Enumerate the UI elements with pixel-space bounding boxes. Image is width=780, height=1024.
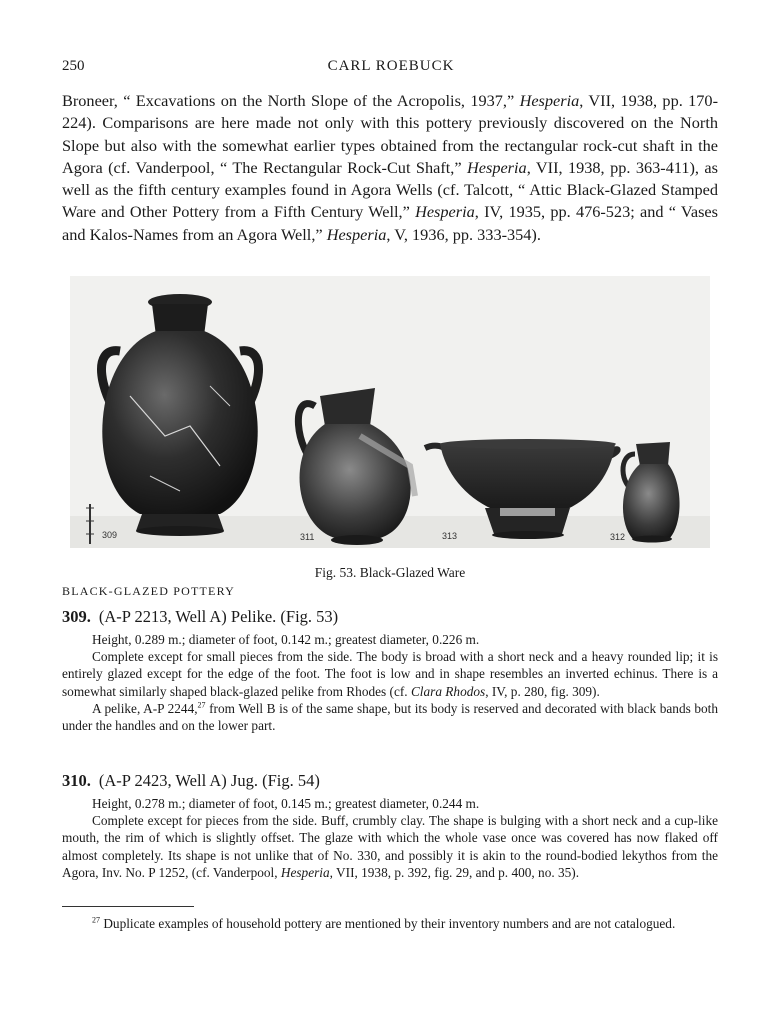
text-run: Height, 0.278 m.; diameter of foot, 0.145 m.; greatest diameter, 0.244 m. xyxy=(92,796,480,811)
entry-body xyxy=(62,631,718,734)
text-run: Complete except for pieces from the side. Buff, crumbly clay. The shape is bulging with a short neck and a cup-like mouth, the rim of which is slightly offset. The glaze with which the whole vase once was covered has now flaked off almost completely. Its shape is not unlike that of No. 330, and possibly it is akin to the round-bodied lekythos from the Agora, Inv. No. P 1252, (cf. Vanderpool, xyxy=(62,813,718,880)
text-run: Duplicate examples of household pottery are mentioned by their inventory numbers and are not catalogued. xyxy=(100,916,676,931)
entry-title xyxy=(62,607,718,627)
entry-paragraph xyxy=(62,812,718,881)
italic-text: Hesperia xyxy=(280,864,330,880)
intro-text xyxy=(62,90,718,246)
vases-image xyxy=(70,276,710,548)
pottery-photograph xyxy=(70,276,710,548)
text-run: Broneer, “ Excavations on the North Slope of the Acropolis, 1937,” xyxy=(62,91,520,110)
figure-caption: Fig. 53. Black-Glazed Ware xyxy=(314,565,466,580)
entry-body xyxy=(62,795,718,881)
entry-paragraph xyxy=(62,648,718,700)
figure-label-311: 311 xyxy=(300,532,315,542)
entry-heading: (A-P 2423, Well A) Jug. (Fig. 54) xyxy=(98,771,320,790)
italic-text: Hesperia xyxy=(519,91,580,110)
section-heading: BLACK-GLAZED POTTERY xyxy=(62,584,235,598)
entry-title xyxy=(62,771,718,791)
catalog-entry-310 xyxy=(62,771,718,881)
italic-text: Hesperia xyxy=(326,224,387,244)
text-run: , IV, p. 280, fig. 309). xyxy=(485,683,600,699)
italic-text: Hesperia xyxy=(415,202,475,222)
text-run: , VII, 1938, pp. 363-411), as well as the fifth century examples found in Agora Wells (cf. Talcott, “ Attic Black-Glazed Stamped Ware and Other Pottery from a Fifth Century Well,” xyxy=(62,157,718,222)
footnote xyxy=(62,915,718,932)
entry-number: 310. xyxy=(62,771,91,790)
text-run: , VII, 1938, pp. 170-224). Comparisons are here made not only with this pottery previously discovered on the North Slope but also with the somewhat earlier types obtained from the rectangular rock-cut shaft in the Agora (cf. Vanderpool, “ The Rectangular Rock-Cut Shaft,” xyxy=(62,91,718,177)
text-run: , V, 1936, pp. 333-354). xyxy=(386,224,541,244)
text-run: Complete except for small pieces from the side. The body is broad with a short neck and a heavy rounded lip; it is entirely glazed except for the edge of the foot. The foot is low and in shape resembles an inverted echinus. There is a somewhat similarly shaped black-glazed pelike from Rhodes (cf. xyxy=(62,649,718,699)
intro-paragraph xyxy=(62,90,718,246)
text-run: , IV, 1935, pp. 476-523; and “ Vases and Kalos-Names from an Agora Well,” xyxy=(62,202,718,244)
entry-paragraph xyxy=(62,795,718,812)
page-header xyxy=(62,58,720,80)
text-run: A pelike, A-P 2244, xyxy=(92,700,198,716)
text-run: , VII, 1938, p. 392, fig. 29, and p. 400, no. 35). xyxy=(329,864,580,880)
text-run: from Well B is of the same shape, but its body is reserved and decorated with black bands both under the handles and on the lower part. xyxy=(62,700,718,734)
figure-label-309: 309 xyxy=(102,530,118,540)
catalog-entry-309 xyxy=(62,607,718,734)
page-number: 250 xyxy=(62,58,85,74)
italic-text: Clara Rhodos xyxy=(410,683,486,699)
footnote-marker: 27 xyxy=(197,700,206,710)
footnote-marker: 27 xyxy=(92,915,100,925)
footnote-rule xyxy=(62,906,194,907)
entry-heading: (A-P 2213, Well A) Pelike. (Fig. 53) xyxy=(98,607,339,626)
figure-label-313: 313 xyxy=(442,531,458,541)
entry-number: 309. xyxy=(62,607,91,626)
text-run: Height, 0.289 m.; diameter of foot, 0.142 m.; greatest diameter, 0.226 m. xyxy=(92,632,480,647)
running-head: CARL ROEBUCK xyxy=(327,58,455,74)
italic-text: Hesperia xyxy=(467,157,527,177)
entry-paragraph xyxy=(62,631,718,648)
figure-label-312: 312 xyxy=(610,532,626,542)
entry-paragraph xyxy=(62,700,718,734)
